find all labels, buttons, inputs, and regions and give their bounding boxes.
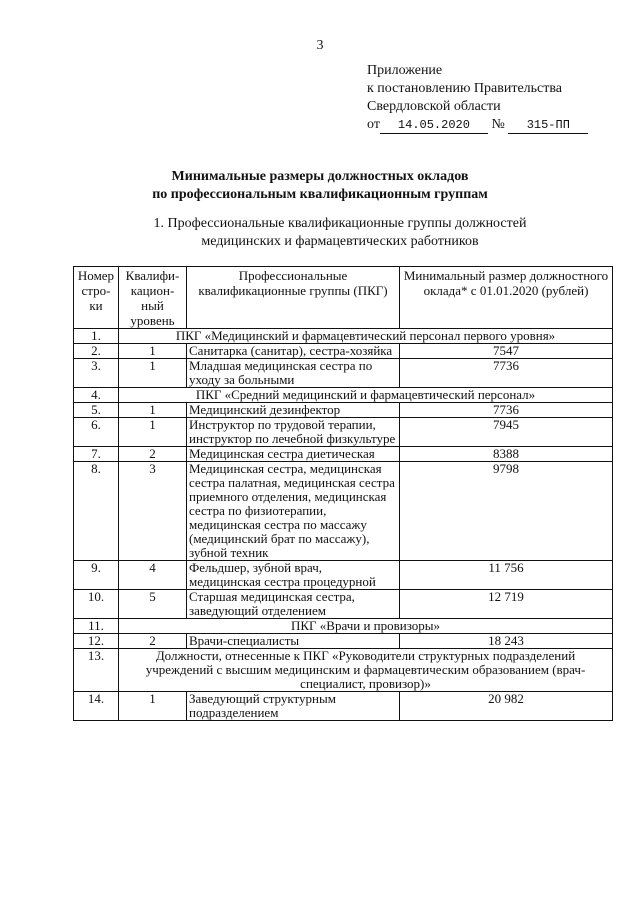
salary-value-cell: 11 756 (400, 561, 613, 590)
position-name-cell: Медицинская сестра диетическая (187, 447, 400, 462)
salary-value-cell: 9798 (400, 462, 613, 561)
decree-date: 14.05.2020 (380, 118, 488, 134)
position-name-cell: Инструктор по трудовой терапии, инструктор по лечебной физкультуре (187, 418, 400, 447)
position-name-cell: Младшая медицинская сестра по уходу за больными (187, 359, 400, 388)
row-number-cell: 4. (74, 388, 119, 403)
salary-value-cell: 7736 (400, 403, 613, 418)
row-number-cell: 12. (74, 634, 119, 649)
decree-date-number (367, 116, 588, 134)
row-number-cell: 3. (74, 359, 119, 388)
position-name-cell: Медицинский дезинфектор (187, 403, 400, 418)
position-name-cell: Санитарка (санитар), сестра-хозяйка (187, 344, 400, 359)
salary-value-cell: 20 982 (400, 692, 613, 721)
position-name-cell: Заведующий структурным подразделением (187, 692, 400, 721)
table-row (74, 344, 613, 359)
table-row (74, 403, 613, 418)
table-row (74, 359, 613, 388)
salary-table (73, 266, 613, 721)
group-title-cell: Должности, отнесенные к ПКГ «Руководители структурных подразделений учреждений с высшим медицинским и фармацевтическим образованием (врач-специалист, провизор)» (119, 649, 613, 692)
qualification-level-cell: 2 (119, 447, 187, 462)
row-number-cell: 10. (74, 590, 119, 619)
table-body (74, 329, 613, 721)
header-minimum-salary: Минимальный размер должностного оклада* с 01.01.2020 (рублей) (400, 267, 613, 329)
salary-value-cell: 18 243 (400, 634, 613, 649)
document-title (0, 168, 640, 204)
row-number-cell: 1. (74, 329, 119, 344)
row-number-cell: 7. (74, 447, 119, 462)
position-name-cell: Старшая медицинская сестра, заведующий отделением (187, 590, 400, 619)
section-title-line-1: 1. Профессиональные квалификационные группы должностей (153, 216, 527, 231)
row-number-cell: 8. (74, 462, 119, 561)
table-row (74, 447, 613, 462)
qualification-level-cell: 1 (119, 403, 187, 418)
table-row (74, 649, 613, 692)
title-line-2: по профессиональным квалификационным группам (152, 187, 488, 202)
table-row (74, 462, 613, 561)
row-number-cell: 13. (74, 649, 119, 692)
row-number-cell: 2. (74, 344, 119, 359)
qualification-level-cell: 1 (119, 359, 187, 388)
qualification-level-cell: 3 (119, 462, 187, 561)
table-row (74, 418, 613, 447)
page-number: 3 (316, 38, 324, 53)
row-number-cell: 9. (74, 561, 119, 590)
salary-value-cell: 7945 (400, 418, 613, 447)
salary-value-cell: 12 719 (400, 590, 613, 619)
position-name-cell: Медицинская сестра, медицинская сестра палатная, медицинская сестра приемного отделения, медицинская сестра по физиотерапии, медицинская сестра по массажу (медицинский брат по массажу), зубной техник (187, 462, 400, 561)
decree-reference: к постановлению Правительства (367, 81, 563, 96)
qualification-level-cell: 5 (119, 590, 187, 619)
header-qualification-level: Квалифи- кацион- ный уровень (119, 267, 187, 329)
table-row (74, 692, 613, 721)
table-row (74, 590, 613, 619)
qualification-level-cell: 1 (119, 344, 187, 359)
group-title-cell: ПКГ «Медицинский и фармацевтический персонал первого уровня» (119, 329, 613, 344)
table-header-row (74, 267, 613, 329)
appendix-label: Приложение (367, 63, 443, 78)
region-name: Свердловской области (367, 99, 501, 114)
decree-number: 315-ПП (508, 118, 588, 134)
position-name-cell: Фельдшер, зубной врач, медицинская сестра процедурной (187, 561, 400, 590)
table-row (74, 634, 613, 649)
header-professional-group: Профессиональные квалификационные группы (ПКГ) (187, 267, 400, 329)
table-row (74, 619, 613, 634)
qualification-level-cell: 4 (119, 561, 187, 590)
salary-value-cell: 7547 (400, 344, 613, 359)
position-name-cell: Врачи-специалисты (187, 634, 400, 649)
from-label: от (367, 117, 380, 132)
row-number-cell: 6. (74, 418, 119, 447)
title-line-1: Минимальные размеры должностных окладов (171, 169, 469, 184)
table-row (74, 561, 613, 590)
salary-value-cell: 8388 (400, 447, 613, 462)
qualification-level-cell: 1 (119, 692, 187, 721)
row-number-cell: 11. (74, 619, 119, 634)
table-row (74, 388, 613, 403)
header-row-number: Номер стро- ки (74, 267, 119, 329)
group-title-cell: ПКГ «Средний медицинский и фармацевтический персонал» (119, 388, 613, 403)
section-title (0, 215, 640, 251)
section-title-line-2: медицинских и фармацевтических работников (201, 234, 479, 249)
salary-value-cell: 7736 (400, 359, 613, 388)
qualification-level-cell: 2 (119, 634, 187, 649)
qualification-level-cell: 1 (119, 418, 187, 447)
table-row (74, 329, 613, 344)
group-title-cell: ПКГ «Врачи и провизоры» (119, 619, 613, 634)
number-label: № (491, 117, 505, 132)
row-number-cell: 14. (74, 692, 119, 721)
appendix-header (367, 62, 588, 134)
row-number-cell: 5. (74, 403, 119, 418)
